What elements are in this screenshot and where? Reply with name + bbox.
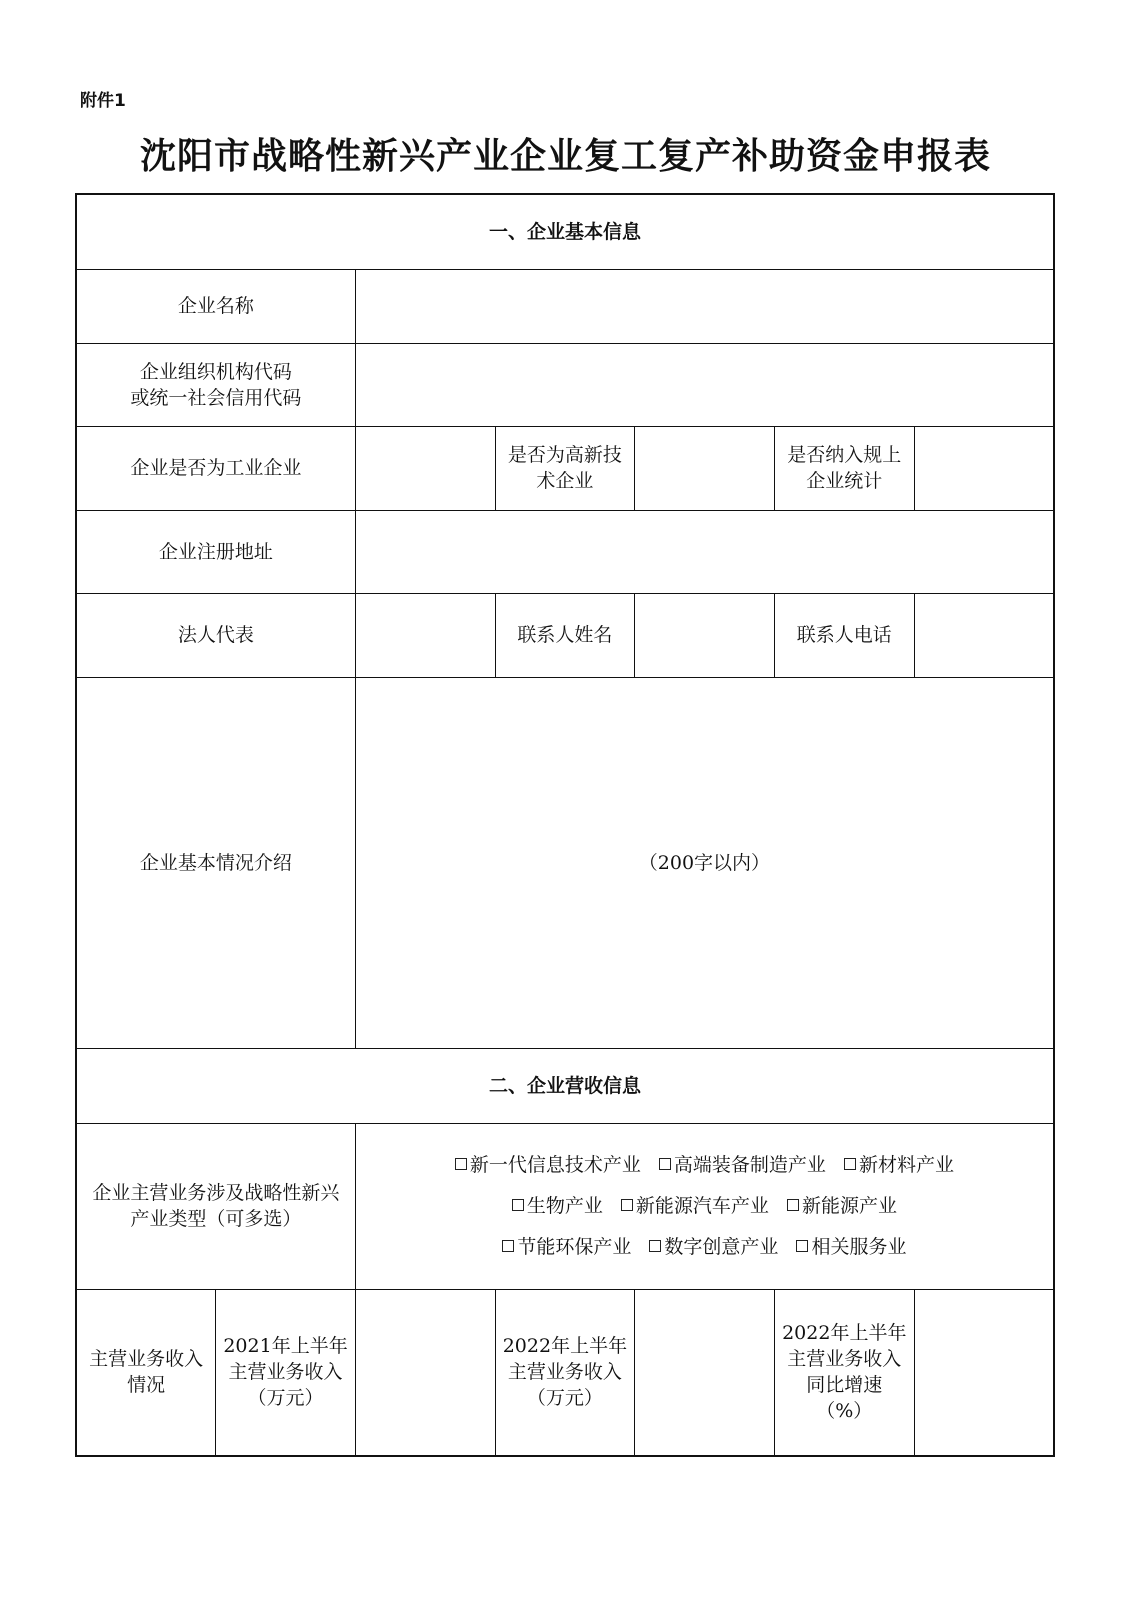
in-statistics-field[interactable] <box>914 426 1054 510</box>
revenue-2021-field[interactable] <box>355 1289 495 1456</box>
option-new-gen-it[interactable]: 新一代信息技术产业 <box>455 1154 641 1176</box>
growth-field[interactable] <box>914 1289 1054 1456</box>
is-hightech-field[interactable] <box>635 426 775 510</box>
company-name-label: 企业名称 <box>76 269 355 343</box>
option-energy-saving[interactable]: 节能环保产业 <box>502 1236 631 1258</box>
option-biology[interactable]: 生物产业 <box>512 1195 603 1217</box>
legal-rep-field[interactable] <box>355 593 495 677</box>
checkbox-icon[interactable] <box>844 1158 856 1170</box>
is-hightech-label: 是否为高新技 术企业 <box>495 426 635 510</box>
attachment-label: 附件1 <box>80 91 126 111</box>
revenue-label: 主营业务收入 情况 <box>76 1289 216 1456</box>
checkbox-icon[interactable] <box>796 1240 808 1252</box>
org-code-label: 企业组织机构代码 或统一社会信用代码 <box>76 343 355 426</box>
industry-options <box>355 1123 1054 1289</box>
contact-phone-field[interactable] <box>914 593 1054 677</box>
option-high-end-equipment[interactable]: 高端装备制造产业 <box>659 1154 826 1176</box>
industry-options-row-3 <box>362 1234 1047 1260</box>
option-new-energy[interactable]: 新能源产业 <box>787 1195 897 1217</box>
checkbox-icon[interactable] <box>512 1199 524 1211</box>
intro-field[interactable] <box>355 677 1054 1048</box>
section-revenue-info-heading: 二、企业营收信息 <box>76 1048 1054 1123</box>
industry-type-label: 企业主营业务涉及战略性新兴 产业类型（可多选） <box>76 1123 355 1289</box>
contact-name-field[interactable] <box>635 593 775 677</box>
contact-name-label: 联系人姓名 <box>495 593 635 677</box>
is-industrial-label: 企业是否为工业企业 <box>76 426 355 510</box>
industry-options-row-1 <box>362 1152 1047 1178</box>
checkbox-icon[interactable] <box>502 1240 514 1252</box>
is-industrial-field[interactable] <box>355 426 495 510</box>
option-digital-creative[interactable]: 数字创意产业 <box>649 1236 778 1258</box>
legal-rep-label: 法人代表 <box>76 593 355 677</box>
in-statistics-label: 是否纳入规上 企业统计 <box>774 426 914 510</box>
application-form-table <box>75 193 1055 1457</box>
section-basic-info-heading: 一、企业基本信息 <box>76 194 1054 269</box>
growth-label: 2022年上半年 主营业务收入 同比增速 （%） <box>774 1289 914 1456</box>
intro-hint: （200字以内） <box>638 851 771 874</box>
industry-options-row-2 <box>362 1193 1047 1219</box>
revenue-2022-label: 2022年上半年 主营业务收入 （万元） <box>495 1289 635 1456</box>
company-name-field[interactable] <box>355 269 1054 343</box>
contact-phone-label: 联系人电话 <box>774 593 914 677</box>
option-new-materials[interactable]: 新材料产业 <box>844 1154 954 1176</box>
form-title: 沈阳市战略性新兴产业企业复工复产补助资金申报表 <box>139 136 991 177</box>
revenue-2022-field[interactable] <box>635 1289 775 1456</box>
option-related-services[interactable]: 相关服务业 <box>796 1236 906 1258</box>
checkbox-icon[interactable] <box>787 1199 799 1211</box>
checkbox-icon[interactable] <box>621 1199 633 1211</box>
reg-address-field[interactable] <box>355 510 1054 593</box>
reg-address-label: 企业注册地址 <box>76 510 355 593</box>
checkbox-icon[interactable] <box>659 1158 671 1170</box>
revenue-2021-label: 2021年上半年 主营业务收入 （万元） <box>216 1289 356 1456</box>
checkbox-icon[interactable] <box>455 1158 467 1170</box>
org-code-field[interactable] <box>355 343 1054 426</box>
intro-label: 企业基本情况介绍 <box>76 677 355 1048</box>
option-new-energy-vehicles[interactable]: 新能源汽车产业 <box>621 1195 769 1217</box>
checkbox-icon[interactable] <box>649 1240 661 1252</box>
